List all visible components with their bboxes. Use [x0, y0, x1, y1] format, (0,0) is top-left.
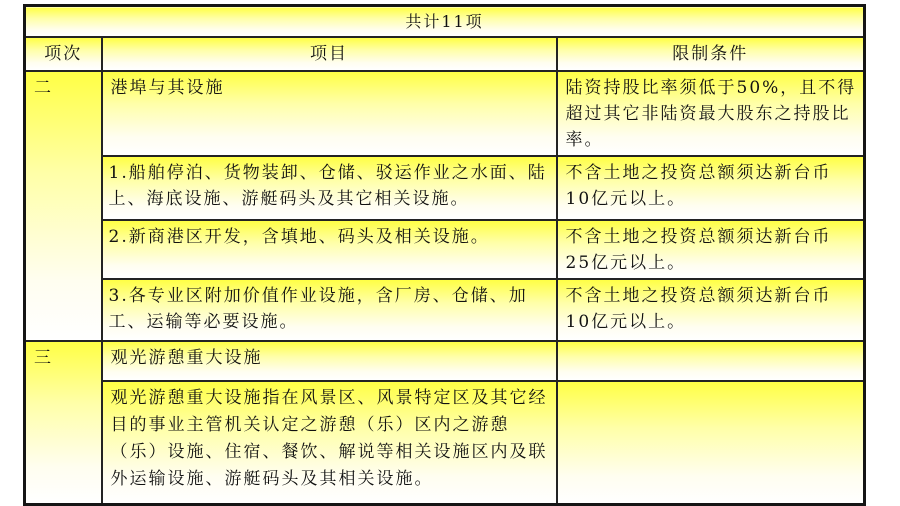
col-header-restriction: 限制条件	[557, 37, 865, 71]
restriction-cell	[557, 381, 865, 505]
table-row	[25, 341, 865, 381]
restriction-cell	[557, 341, 865, 381]
caption-row	[25, 6, 865, 38]
item-cell: 2.新商港区开发，含填地、码头及相关设施。	[102, 220, 557, 279]
table-row	[25, 156, 865, 220]
column-header-row	[25, 37, 865, 71]
table-row	[25, 71, 865, 156]
table-caption: 共计11项	[25, 6, 865, 38]
group-index-cell-2: 二	[25, 71, 102, 341]
table-row	[25, 279, 865, 341]
col-header-item-no: 项次	[25, 37, 102, 71]
restriction-cell: 不含土地之投资总额须达新台币25亿元以上。	[557, 220, 865, 279]
restriction-cell: 陆资持股比率须低于50%，且不得超过其它非陆资最大股东之持股比率。	[557, 71, 865, 156]
item-cell: 观光游憩重大设施指在风景区、风景特定区及其它经目的事业主管机关认定之游憩（乐）区内之游憩（乐）设施、住宿、餐饮、解说等相关设施区内及联外运输设施、游艇码头及其相关设施。	[102, 381, 557, 505]
table-row	[25, 220, 865, 279]
restriction-cell: 不含土地之投资总额须达新台币10亿元以上。	[557, 156, 865, 220]
item-cell: 港埠与其设施	[102, 71, 557, 156]
item-cell: 观光游憩重大设施	[102, 341, 557, 381]
group-index-cell-3: 三	[25, 341, 102, 505]
item-cell: 1.船舶停泊、货物装卸、仓储、驳运作业之水面、陆上、海底设施、游艇码头及其它相关设施。	[102, 156, 557, 220]
restrictions-table	[23, 4, 866, 506]
col-header-project: 项目	[102, 37, 557, 71]
table-row	[25, 381, 865, 505]
item-cell: 3.各专业区附加价值作业设施，含厂房、仓储、加工、运输等必要设施。	[102, 279, 557, 341]
restriction-cell: 不含土地之投资总额须达新台币10亿元以上。	[557, 279, 865, 341]
